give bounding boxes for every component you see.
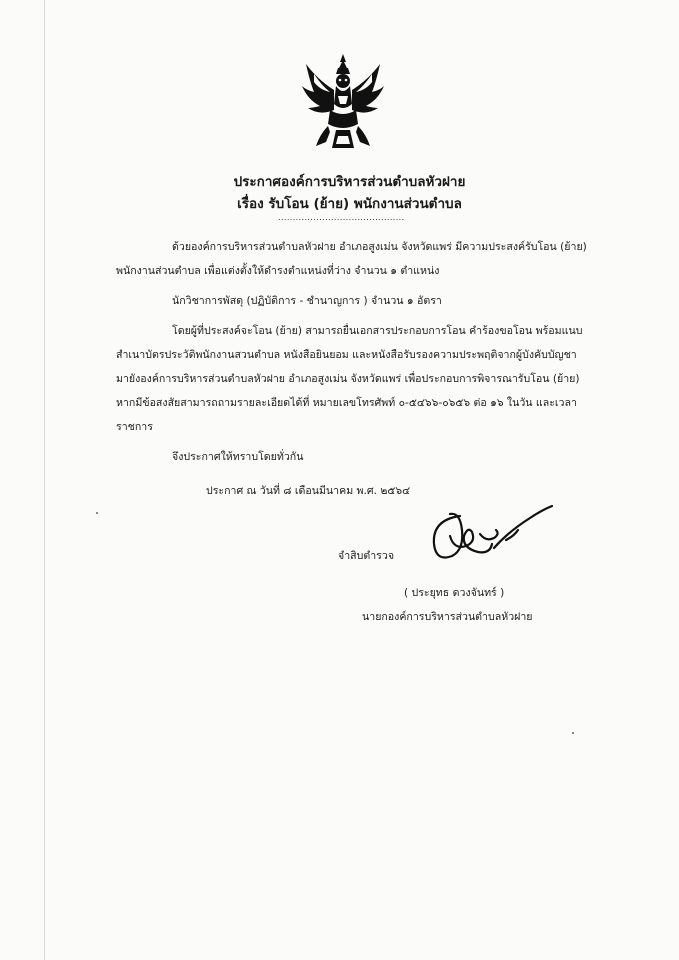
title-separator: ........................................... xyxy=(278,213,405,222)
scan-speck xyxy=(96,512,98,514)
signatory-name: ( ประยุทธ ดวงจันทร์ ) xyxy=(404,587,505,599)
paragraph-2-line-3: มายังองค์การบริหารส่วนตำบลหัวฝาย อำเภอสูงเม่น จังหวัดแพร่ เพื่อประกอบการพิจารณารับโอน (ย้าย) xyxy=(116,373,580,385)
paragraph-2-line-2: สำเนาบัตรประวัติพนักงานสวนตำบล หนังสือยินยอม และหนังสือรับรองความประพฤติจากผู้บังคับบัญชา xyxy=(116,349,577,361)
signature-icon xyxy=(420,496,570,576)
paragraph-2-line-5: ราชการ xyxy=(116,421,153,433)
closing-line: จึงประกาศให้ทราบโดยทั่วกัน xyxy=(172,451,304,463)
paragraph-1-line-2: พนักงานส่วนตำบล เพื่อแต่งตั้งให้ดำรงตำแหน่งที่ว่าง จำนวน ๑ ตำแหน่ง xyxy=(116,265,440,277)
paragraph-1-line-1: ด้วยองค์การบริหารส่วนตำบลหัวฝาย อำเภอสูงเม่น จังหวัดแพร่ มีความประสงค์รับโอน (ย้าย) xyxy=(172,241,587,253)
paragraph-2-line-4: หากมีข้อสงสัยสามารถถามรายละเอียดได้ที่ หมายเลขโทรศัพท์ ๐-๕๔๖๖-๐๖๕๖ ต่อ ๑๖ ในวัน และเวลา xyxy=(116,397,577,409)
announcement-title: ประกาศองค์การบริหารส่วนตำบลหัวฝาย xyxy=(233,174,466,190)
page-edge-line xyxy=(44,0,45,960)
signatory-position: นายกองค์การบริหารส่วนตำบลหัวฝาย xyxy=(362,611,533,623)
signature-title: จำสิบตำรวจ xyxy=(338,550,395,562)
scan-speck xyxy=(572,732,574,734)
date-line: ประกาศ ณ วันที่ ๘ เดือนมีนาคม พ.ศ. ๒๕๖๔ xyxy=(206,485,411,497)
announcement-subject: เรื่อง รับโอน (ย้าย) พนักงานส่วนตำบล xyxy=(237,196,462,212)
garuda-emblem-icon xyxy=(300,52,386,152)
paragraph-2-line-1: โดยผู้ที่ประสงค์จะโอน (ย้าย) สามารถยื่นเอกสารประกอบการโอน คำร้องขอโอน พร้อมแนบ xyxy=(172,325,583,337)
position-line: นักวิชาการพัสดุ (ปฏิบัติการ - ชำนาญการ ) จำนวน ๑ อัตรา xyxy=(172,295,442,307)
